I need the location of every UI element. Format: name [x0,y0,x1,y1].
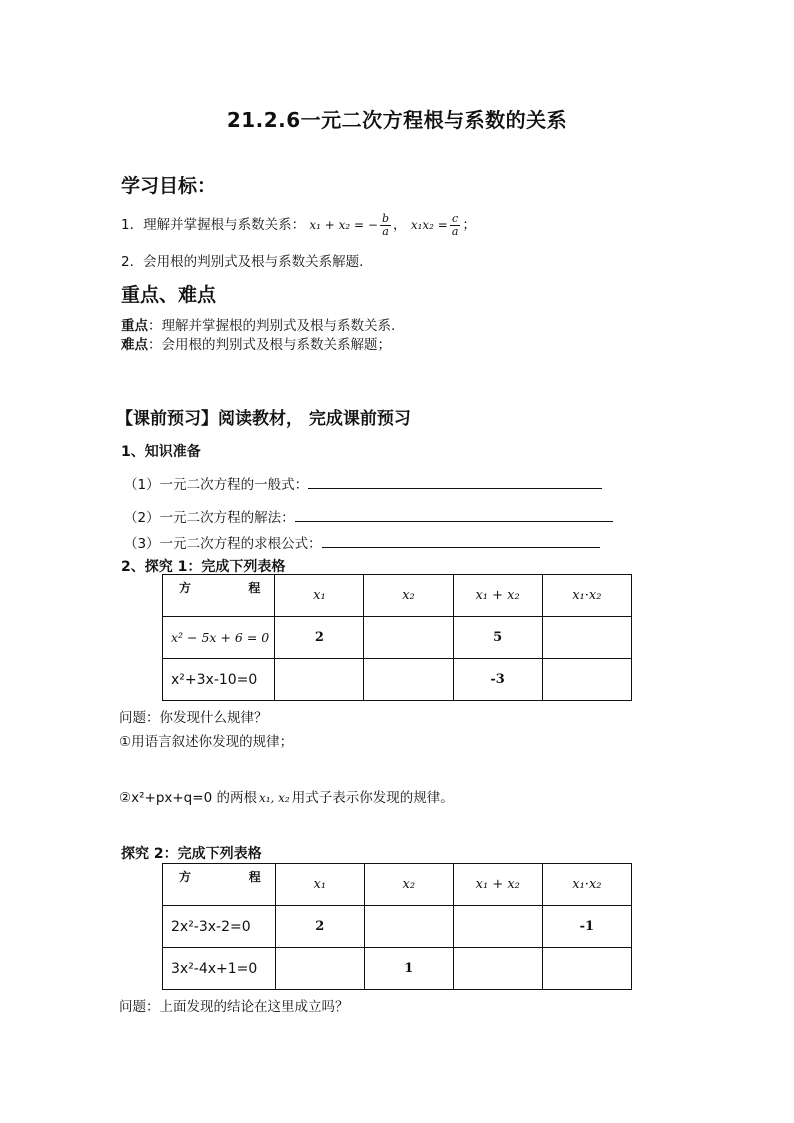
difficulty-text: ：会用根的判别式及根与系数关系解题； [148,337,391,353]
formula-product: x₁x₂ = [410,218,448,232]
table-row [163,659,632,701]
formula-sum: x₁ + x₂ = − [309,218,378,232]
equation-cell: x² − 5x + 6 = 0 [163,617,275,659]
separator: ， [393,217,407,233]
goals-heading: 学习目标： [121,175,217,197]
table-header-row [163,575,632,617]
header-sum: x₁ + x₂ [453,575,542,617]
sum-cell[interactable] [453,948,542,990]
header-equation-label [163,575,274,616]
explore-2-heading: 探究 2：完成下列表格 [121,846,262,862]
fraction-denominator: a [451,224,459,238]
fraction-b-over-a [380,213,391,238]
prep-question-2-text: （2）一元二次方程的解法： [124,510,295,526]
header-sum: x₁ + x₂ [453,864,542,906]
header-equation-label [163,864,275,905]
header-eq-char-1: 方 [179,581,192,595]
table-header-row [163,864,632,906]
header-eq-char-2: 程 [248,581,261,595]
table-row [163,948,632,990]
x1-cell[interactable] [275,948,364,990]
x1-cell[interactable]: 2 [275,617,364,659]
header-x2: x₂ [364,864,453,906]
semicolon: ； [462,217,476,233]
explore-1-question-a: ①用语言叙述你发现的规律； [119,734,294,750]
answer-blank-1[interactable] [308,474,602,489]
x1-cell[interactable]: 2 [275,906,364,948]
explore-1-heading: 2、探究 1：完成下列表格 [121,559,286,575]
fraction-numerator: c [450,213,461,226]
keypoints-heading: 重点、难点 [121,284,217,306]
product-cell[interactable] [542,948,631,990]
header-x1: x₁ [275,864,364,906]
page-title: 21.2.6一元二次方程根与系数的关系 [226,108,568,132]
question-b-prefix: ②x²+px+q=0 的两根 [119,790,257,806]
header-product: x₁·x₂ [542,575,631,617]
question-b-roots: x₁, x₂ [258,791,290,805]
x1-cell[interactable] [275,659,364,701]
equation-cell: 2x²-3x-2=0 [163,906,276,948]
prep-question-2 [124,506,613,526]
product-cell[interactable] [542,617,631,659]
prep-question-3-text: （3）一元二次方程的求根公式： [124,536,322,552]
equation-cell: x²+3x-10=0 [163,659,275,701]
difficulty-line [121,333,391,353]
header-eq-char-2: 程 [248,870,261,884]
x2-cell[interactable] [364,617,453,659]
goal-item-1-text: 1．理解并掌握根与系数关系： [121,217,306,233]
explore-1-question-b [119,786,454,806]
header-eq-char-1: 方 [179,870,192,884]
explore-1-table [162,574,632,701]
goal-item-2: 2．会用根的判别式及根与系数关系解题. [121,254,364,270]
x2-cell[interactable] [364,659,453,701]
table-row [163,906,632,948]
knowledge-prep-heading: 1、知识准备 [121,444,201,460]
key-point-label: 重点 [121,318,148,334]
sum-cell[interactable]: 5 [453,617,542,659]
sum-cell[interactable]: -3 [453,659,542,701]
product-cell[interactable] [542,659,631,701]
answer-blank-3[interactable] [322,533,600,548]
prep-question-1-text: （1）一元二次方程的一般式： [124,477,309,493]
table-row [163,617,632,659]
difficulty-label: 难点 [121,337,148,353]
explore-2-table [162,863,632,990]
header-equation [163,864,276,906]
x2-cell[interactable] [364,906,453,948]
sum-cell[interactable] [453,906,542,948]
question-b-suffix: 用式子表示你发现的规律。 [291,790,454,806]
explore-1-question: 问题：你发现什么规律？ [119,710,268,726]
prep-question-1 [124,473,602,493]
fraction-numerator: b [381,211,390,225]
header-product: x₁·x₂ [542,864,631,906]
equation-cell: 3x²-4x+1=0 [163,948,276,990]
product-cell[interactable]: -1 [542,906,631,948]
explore-2-question: 问题：上面发现的结论在这里成立吗？ [119,999,349,1015]
x2-cell[interactable]: 1 [364,948,453,990]
prep-question-3 [124,532,600,552]
preview-heading: 【课前预习】阅读教材， 完成课前预习 [116,409,411,429]
fraction-denominator: a [382,224,389,238]
answer-blank-2[interactable] [295,507,613,522]
header-equation [163,575,275,617]
key-point-text: ：理解并掌握根的判别式及根与系数关系. [148,318,396,334]
goal-item-1 [121,210,476,240]
key-point-line [121,314,395,334]
header-x1: x₁ [275,575,364,617]
fraction-c-over-a [450,213,461,238]
header-x2: x₂ [364,575,453,617]
